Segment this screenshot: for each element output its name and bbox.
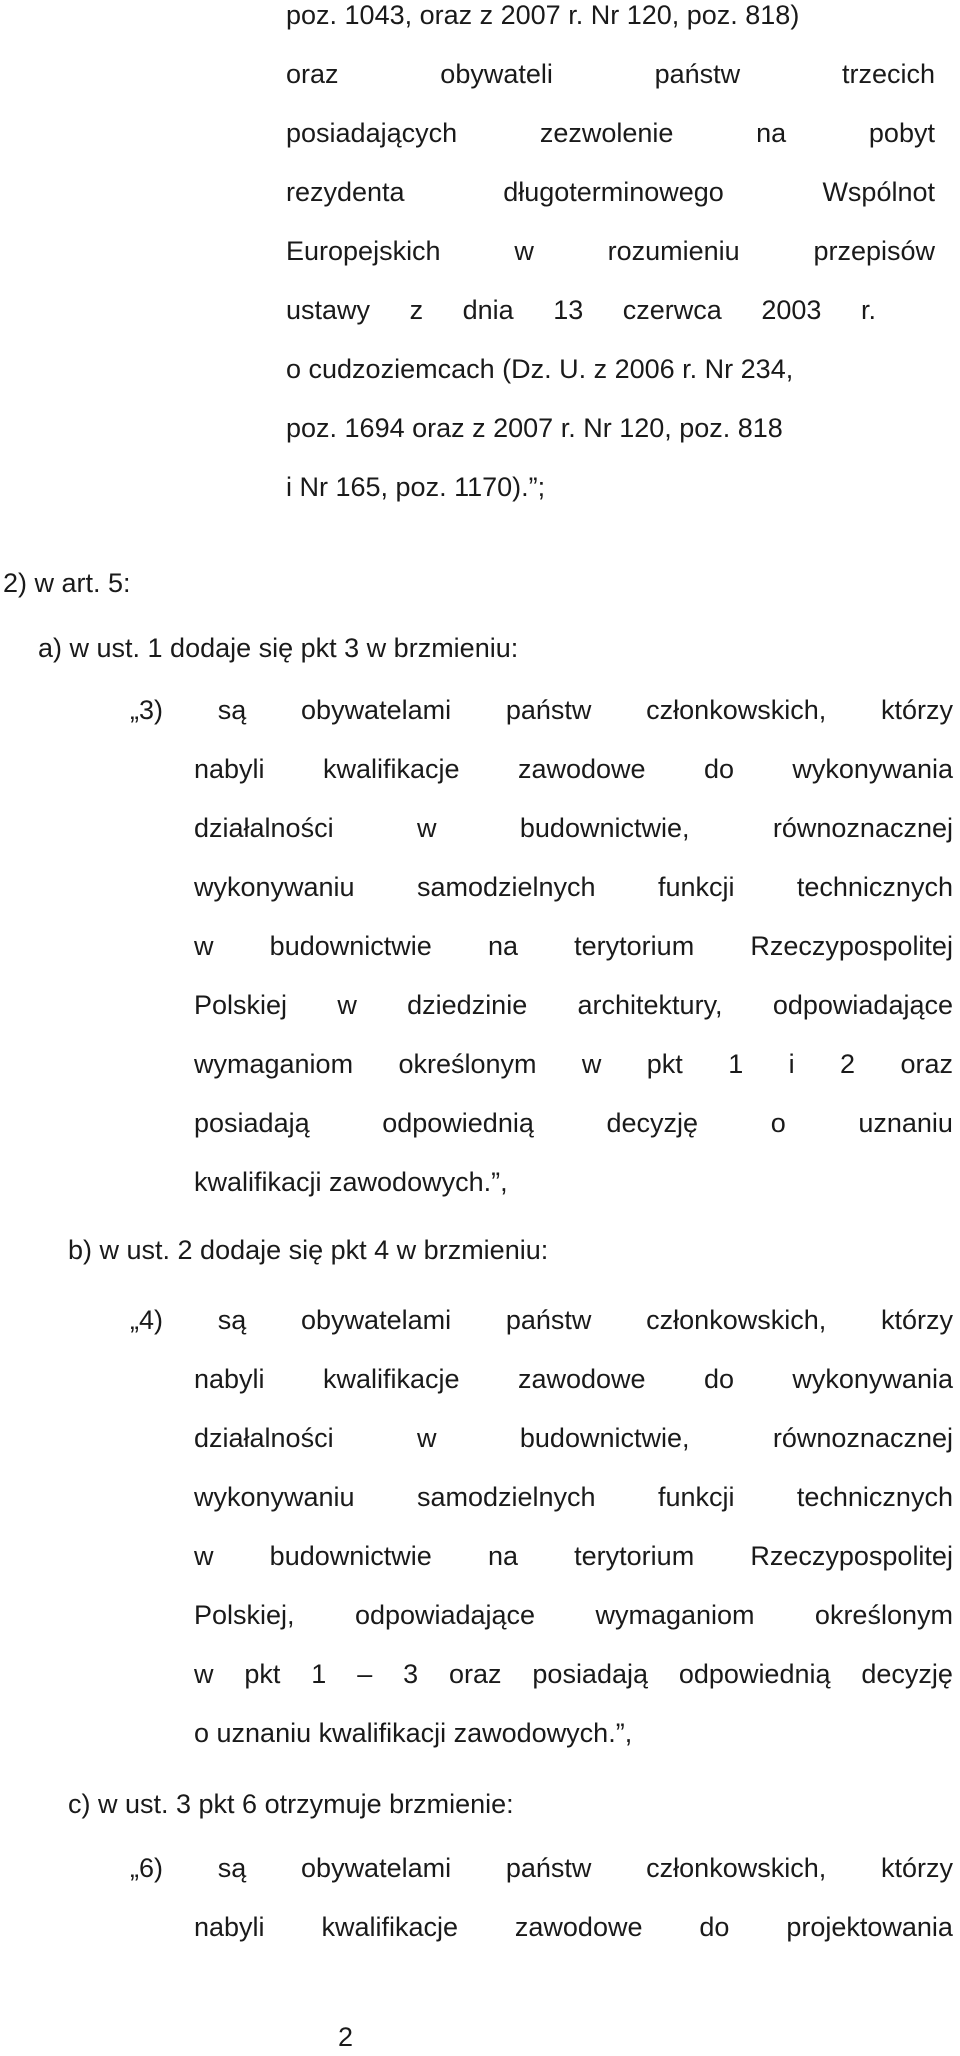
word: nabyli <box>194 754 265 784</box>
word: są <box>217 1853 247 1883</box>
word: obywatelami <box>301 1853 452 1883</box>
block-3-line-7 <box>194 1051 953 1078</box>
word: czerwca <box>622 295 722 325</box>
block-4-line-4 <box>194 1484 953 1511</box>
block-3-line-8 <box>194 1110 953 1137</box>
word: budownictwie <box>269 931 432 961</box>
block-3-line-2 <box>194 756 953 783</box>
word: trzecich <box>841 59 935 89</box>
word: zawodowe <box>514 1912 643 1942</box>
point-a-heading: a) w ust. 1 dodaje się pkt 3 w brzmieniu: <box>38 633 519 663</box>
word: odpowiadające <box>772 990 953 1020</box>
word: działalności <box>194 1423 334 1453</box>
word: wykonywaniu <box>194 872 355 902</box>
intro-line-2 <box>286 61 935 88</box>
word: oraz <box>900 1049 953 1079</box>
block-4-line-1 <box>130 1307 953 1334</box>
word: pkt <box>646 1049 683 1079</box>
word: wymaganiom <box>595 1600 755 1630</box>
word: wykonywania <box>792 1364 953 1394</box>
word: 2 <box>840 1049 856 1079</box>
word: Rzeczypospolitej <box>750 1541 953 1571</box>
word: i <box>788 1049 795 1079</box>
word: odpowiadające <box>354 1600 536 1630</box>
point-b-heading: b) w ust. 2 dodaje się pkt 4 w brzmieniu: <box>68 1235 549 1265</box>
word: Polskiej <box>194 990 288 1020</box>
word: dziedzinie <box>407 990 528 1020</box>
word: przepisów <box>813 236 935 266</box>
intro-line-8: poz. 1694 oraz z 2007 r. Nr 120, poz. 818 <box>286 413 783 443</box>
word: w <box>416 1423 437 1453</box>
block-3-line-1 <box>130 697 953 724</box>
word: do <box>703 754 734 784</box>
word: wykonywaniu <box>194 1482 355 1512</box>
word: Europejskich <box>286 236 441 266</box>
word: zezwolenie <box>539 118 674 148</box>
word: budownictwie <box>269 1541 432 1571</box>
word: nabyli <box>194 1912 265 1942</box>
word: terytorium <box>574 1541 695 1571</box>
intro-line-9: i Nr 165, poz. 1170).”; <box>286 472 546 502</box>
word: działalności <box>194 813 334 843</box>
word: na <box>487 931 518 961</box>
word: są <box>217 1305 247 1335</box>
intro-line-5 <box>286 238 935 265</box>
word: rozumieniu <box>607 236 740 266</box>
block-4-line-7 <box>194 1661 953 1688</box>
word: kwalifikacje <box>322 1364 460 1394</box>
word: decyzję <box>606 1108 699 1138</box>
word: równoznacznej <box>772 1423 953 1453</box>
word: funkcji <box>657 872 735 902</box>
word: budownictwie, <box>519 813 690 843</box>
word: samodzielnych <box>416 1482 596 1512</box>
page-number: 2 <box>338 2022 354 2052</box>
word: funkcji <box>657 1482 735 1512</box>
word: którzy <box>880 1305 953 1335</box>
word: projektowania <box>786 1912 953 1942</box>
word: zawodowe <box>517 754 646 784</box>
block-3-line-9: kwalifikacji zawodowych.”, <box>194 1167 508 1197</box>
word: wykonywania <box>792 754 953 784</box>
word: z <box>409 295 424 325</box>
word: do <box>703 1364 734 1394</box>
word: członkowskich, <box>646 1853 827 1883</box>
block-4-line-2 <box>194 1366 953 1393</box>
word: 3 <box>403 1659 419 1689</box>
word: odpowiednią <box>382 1108 534 1138</box>
word: w <box>337 990 357 1020</box>
word: samodzielnych <box>416 872 596 902</box>
word: na <box>487 1541 518 1571</box>
block-3-line-4 <box>194 874 953 901</box>
word: obywateli <box>440 59 553 89</box>
word: w <box>194 1541 214 1571</box>
word: ustawy <box>286 295 371 325</box>
block-4-line-6 <box>194 1602 953 1629</box>
word: „3) <box>130 695 163 725</box>
word: decyzję <box>861 1659 953 1689</box>
word: określonym <box>398 1049 537 1079</box>
word: posiadających <box>286 118 458 148</box>
word: 2003 <box>761 295 822 325</box>
word: państw <box>654 59 741 89</box>
word: o <box>770 1108 786 1138</box>
intro-line-6 <box>286 297 876 324</box>
word: odpowiednią <box>678 1659 831 1689</box>
word: architektury, <box>577 990 723 1020</box>
block-3-line-5 <box>194 933 953 960</box>
word: w <box>581 1049 602 1079</box>
word: – <box>357 1659 373 1689</box>
word: długoterminowego <box>503 177 724 207</box>
word: państw <box>505 1853 592 1883</box>
word: w <box>416 813 437 843</box>
word: na <box>756 118 787 148</box>
word: w <box>194 931 214 961</box>
word: którzy <box>880 695 953 725</box>
word: obywatelami <box>301 1305 452 1335</box>
word: posiadają <box>194 1108 310 1138</box>
word: technicznych <box>796 872 953 902</box>
block-3-line-6 <box>194 992 953 1019</box>
word: w <box>514 236 534 266</box>
word: kwalifikacje <box>322 754 460 784</box>
word: budownictwie, <box>519 1423 690 1453</box>
word: równoznacznej <box>772 813 953 843</box>
intro-line-3 <box>286 120 935 147</box>
block-6-line-2 <box>194 1914 953 1941</box>
point-c-heading: c) w ust. 3 pkt 6 otrzymuje brzmienie: <box>68 1789 514 1819</box>
block-4-line-3 <box>194 1425 953 1452</box>
word: oraz <box>449 1659 502 1689</box>
word: w <box>194 1659 214 1689</box>
word: oraz <box>286 59 339 89</box>
word: są <box>217 695 247 725</box>
word: Rzeczypospolitej <box>750 931 953 961</box>
word: którzy <box>880 1853 953 1883</box>
block-3-line-3 <box>194 815 953 842</box>
word: 13 <box>553 295 584 325</box>
block-6-line-1 <box>130 1855 953 1882</box>
intro-line-4 <box>286 179 935 206</box>
word: r. <box>860 295 876 325</box>
intro-line-1: poz. 1043, oraz z 2007 r. Nr 120, poz. 818) <box>286 0 800 30</box>
word: Wspólnot <box>822 177 935 207</box>
word: nabyli <box>194 1364 265 1394</box>
word: technicznych <box>796 1482 953 1512</box>
block-4-line-5 <box>194 1543 953 1570</box>
word: Polskiej, <box>194 1600 295 1630</box>
word: dnia <box>462 295 514 325</box>
point-2-heading: 2) w art. 5: <box>3 568 131 598</box>
word: do <box>699 1912 730 1942</box>
word: zawodowe <box>517 1364 646 1394</box>
word: określonym <box>814 1600 953 1630</box>
word: „4) <box>130 1305 163 1335</box>
word: pobyt <box>868 118 935 148</box>
word: pkt <box>244 1659 281 1689</box>
intro-line-7: o cudzoziemcach (Dz. U. z 2006 r. Nr 234, <box>286 354 794 384</box>
word: 1 <box>311 1659 327 1689</box>
word: państw <box>505 695 592 725</box>
word: uznaniu <box>858 1108 953 1138</box>
word: państw <box>505 1305 592 1335</box>
word: 1 <box>728 1049 744 1079</box>
word: członkowskich, <box>646 1305 827 1335</box>
word: terytorium <box>574 931 695 961</box>
word: wymaganiom <box>194 1049 354 1079</box>
word: posiadają <box>532 1659 648 1689</box>
word: obywatelami <box>301 695 452 725</box>
word: kwalifikacje <box>321 1912 458 1942</box>
word: „6) <box>130 1853 163 1883</box>
word: rezydenta <box>286 177 405 207</box>
block-4-line-8: o uznaniu kwalifikacji zawodowych.”, <box>194 1718 633 1748</box>
word: członkowskich, <box>646 695 827 725</box>
